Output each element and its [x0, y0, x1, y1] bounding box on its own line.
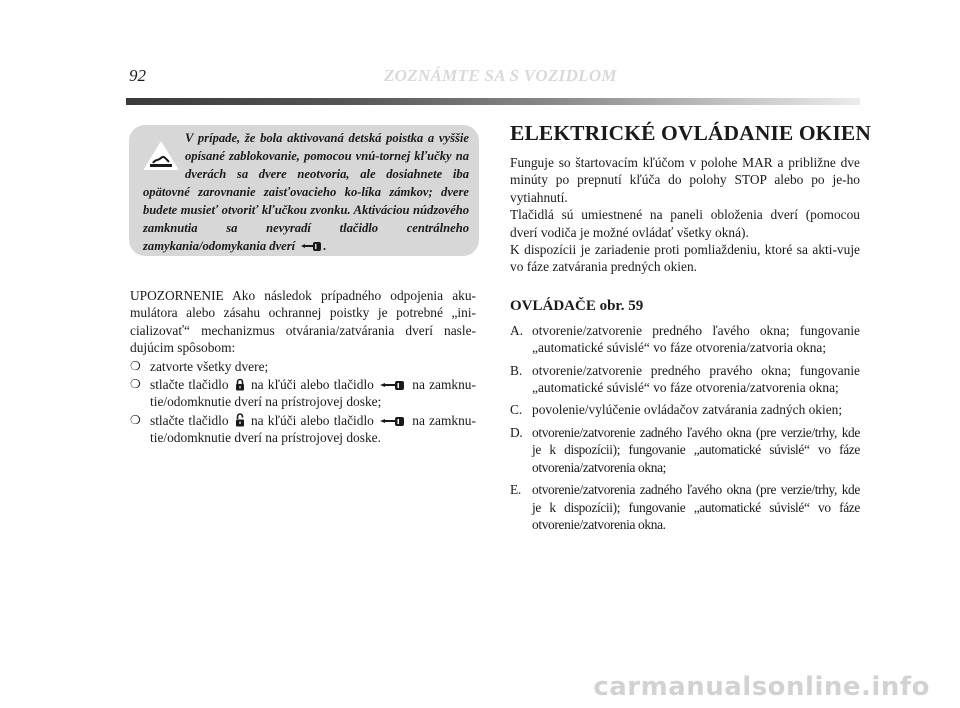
control-text: povolenie/vylúčenie ovládačov zatvárania zadných okien;	[532, 402, 843, 418]
list-item	[130, 358, 476, 375]
control-letter: B.	[510, 362, 523, 378]
paragraph: K dispozícii je zariadenie proti pomliaždeniu, ktoré sa akti-vuje vo fáze zatvárania predných okien.	[510, 242, 860, 275]
list-item	[510, 362, 860, 397]
list-item	[130, 376, 476, 411]
control-text: otvorenie/zatvorenie zadného ľavého okna (pre verzie/trhy, kde je k dispozícii); fungovanie „automatické súvislé“ vo fáze otvorenia/zatvorenia okna;	[532, 424, 860, 475]
warning-text-end: .	[323, 239, 327, 253]
padlock-open-icon	[235, 413, 245, 427]
paragraph: Tlačidlá sú umiestnené na paneli obloženia dverí (pomocou dverí vodiča je možné ovládať všetky okná).	[510, 207, 860, 240]
running-title: ZOZNÁMTE SA S VOZIDLOM	[384, 66, 617, 85]
central-locking-key-icon	[380, 380, 406, 391]
notice-steps	[130, 358, 476, 447]
control-letter: D.	[510, 424, 523, 440]
list-item	[510, 322, 860, 357]
power-windows-section	[510, 118, 872, 538]
watermark: carmanualsonline.info	[593, 672, 930, 702]
list-item	[510, 481, 860, 533]
control-text: otvorenie/zatvorenia zadného ľavého okna (pre verzie/trhy, kde je k dispozícii); fungovanie „automatické súvislé“ vo fáze otvorenie/zatvorenia okna.	[532, 482, 860, 532]
step-text: stlačte tlačidlo	[150, 412, 229, 428]
step-text: na kľúči alebo tlačidlo	[250, 412, 374, 428]
controls-subtitle: OVLÁDAČE obr. 59	[510, 297, 644, 314]
control-letter: A.	[510, 322, 524, 338]
padlock-closed-icon	[235, 378, 245, 391]
step-text: na kľúči alebo tlačidlo	[250, 377, 374, 393]
list-item	[130, 412, 476, 447]
list-item	[510, 401, 860, 418]
control-text: otvorenie/zatvorenie predného ľavého okna; fungovanie „automatické súvislé“ vo fáze otvorenia/zatvoria okna;	[532, 322, 860, 356]
step-text: na zamknu-tie/odomknutie dverí na prístrojovej doske.	[150, 412, 476, 446]
step-text: na zamknu-tie/odomknutie dverí na prístrojovej doske;	[150, 377, 476, 410]
warning-text-block	[143, 129, 469, 255]
section-body	[510, 154, 860, 276]
bullet-circle-icon: ❍	[130, 377, 141, 392]
bullet-circle-icon: ❍	[130, 358, 141, 373]
control-text: otvorenie/zatvorenie predného pravého okna; fungovanie „automatické súvislé“ vo fáze otvorenia/zatvorenia okna;	[532, 362, 860, 396]
bullet-circle-icon: ❍	[130, 412, 141, 427]
control-letter: E.	[510, 482, 521, 498]
central-locking-key-icon	[301, 241, 323, 252]
controls-list	[510, 322, 860, 533]
warning-box	[129, 125, 479, 256]
header-rule	[126, 98, 860, 105]
central-locking-key-icon	[380, 416, 406, 427]
step-text: stlačte tlačidlo	[150, 377, 229, 393]
paragraph: Funguje so štartovacím kľúčom v polohe MAR a približne dve minúty po prepnutí kľúča do polohy STOP alebo po je-ho vytiahnutí.	[510, 155, 860, 205]
warning-text: V prípade, že bola aktivovaná detská poistka a vyššie opísané zablokovanie, pomocou vnú-tornej kľučky na dverách sa dvere neotvoria, ale dosiahnete iba opätovné zarovnanie zaisťovacieho ko-líka zámkov; dvere budete musieť otvoriť kľučkou zvonku. Aktiváciou núdzového zamknutia sa nevyradí tlačidlo centrálneho zamykania/odomykania dverí	[143, 131, 469, 253]
control-letter: C.	[510, 402, 523, 418]
notice-intro: UPOZORNENIE Ako následok prípadného odpojenia aku-mulátora alebo zásahu ochrannej poistky je potrebné „ini-cializovať“ mechanizmus otvárania/zatvárania dverí nasle-dujúcim spôsobom:	[130, 288, 476, 356]
page-number: 92	[129, 66, 146, 85]
section-title: ELEKTRICKÉ OVLÁDANIE OKIEN	[510, 121, 872, 145]
notice-block	[130, 287, 476, 448]
step-text: zatvorte všetky dvere;	[150, 358, 269, 374]
list-item	[510, 424, 860, 476]
